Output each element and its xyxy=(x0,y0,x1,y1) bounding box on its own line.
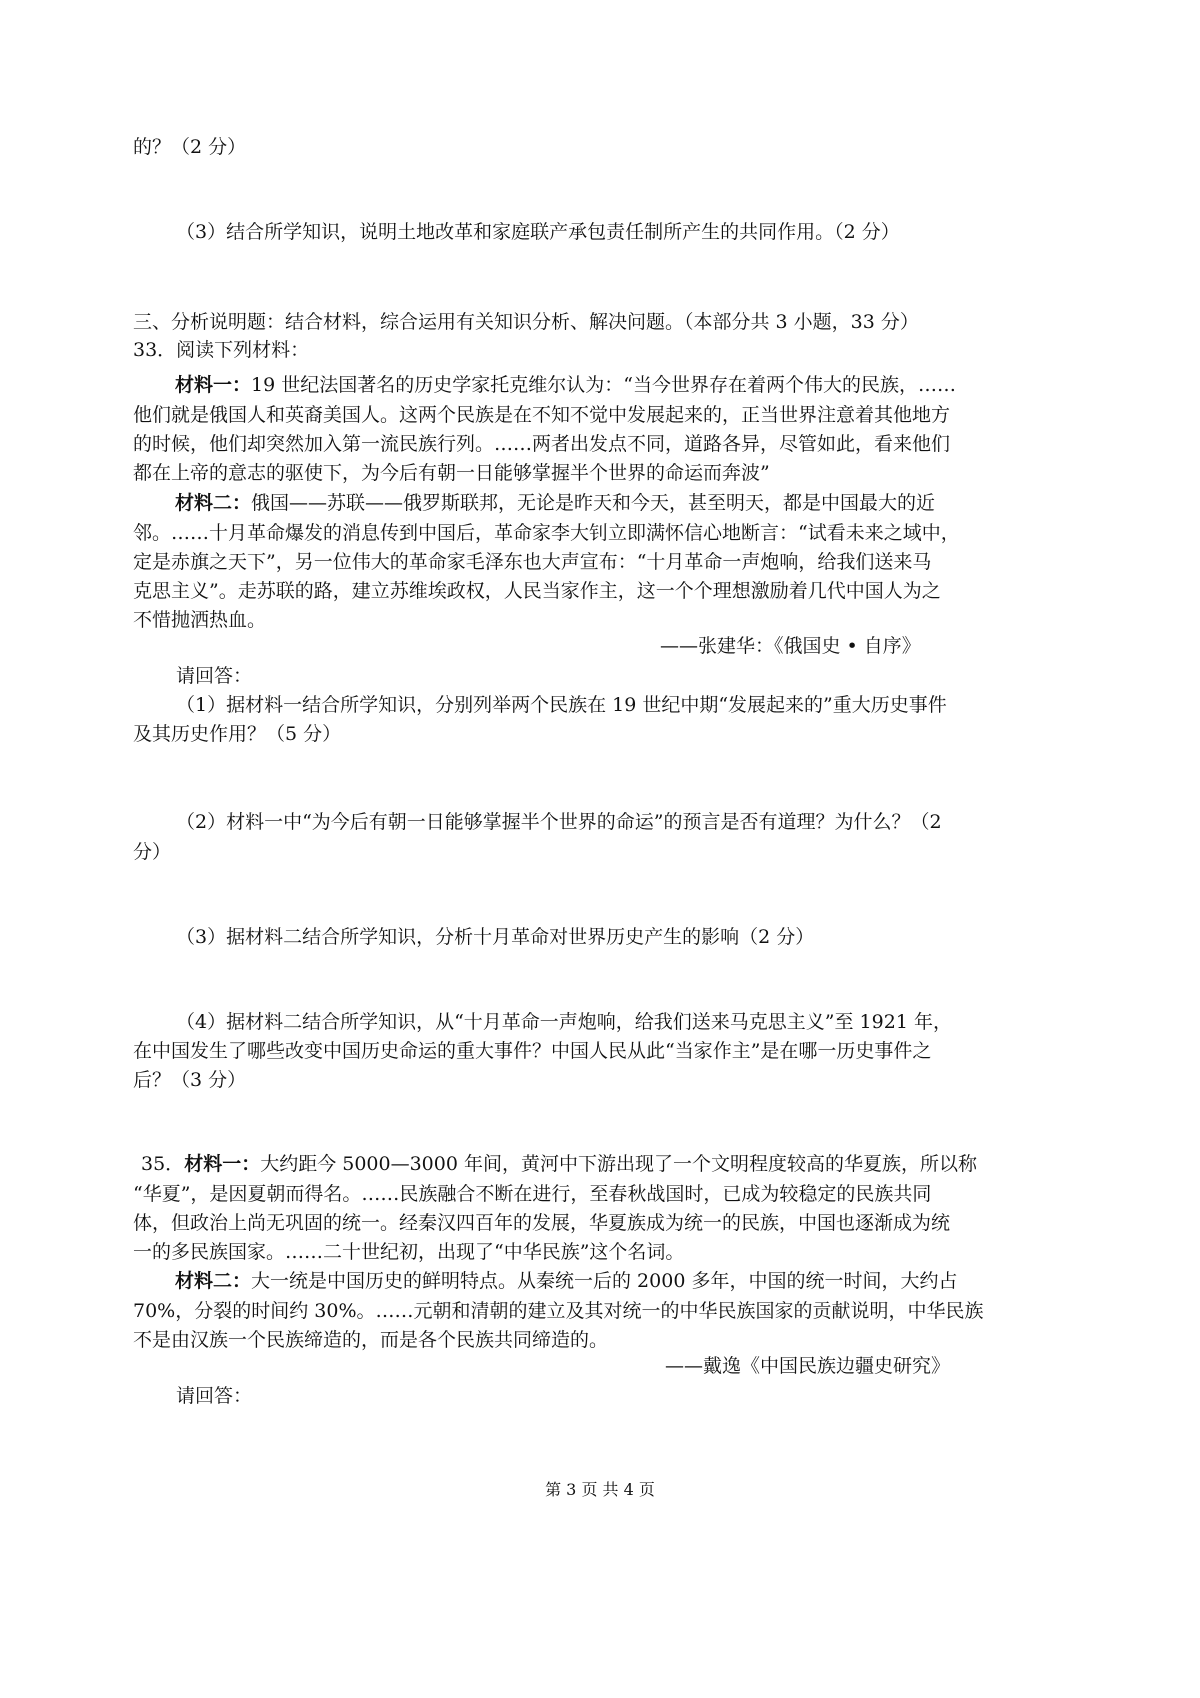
question-33-1-line-2: 及其历史作用？（5 分） xyxy=(133,723,342,745)
material-1-line-4: 都在上帝的意志的驱使下，为今后有朝一日能够掌握半个世界的命运而奔波” xyxy=(133,462,770,484)
material-2-line-3: 定是赤旗之天下”，另一位伟大的革命家毛泽东也大声宣布：“十月革命一声炮响，给我们送来马 xyxy=(133,551,932,573)
material-2-text-1: 俄国——苏联——俄罗斯联邦，无论是昨天和今天，甚至明天，都是中国最大的近 xyxy=(251,492,936,514)
material-1-label: 材料一： xyxy=(175,374,252,396)
material-2-line-1 xyxy=(175,491,935,515)
material-2-line-5: 不惜抛洒热血。 xyxy=(133,609,267,631)
question-33-4-line-1: （4）据材料二结合所学知识，从“十月革命一声炮响，给我们送来马克思主义”至 1921 年， xyxy=(176,1011,952,1033)
material-1-text-1: 19 世纪法国著名的历史学家托克维尔认为：“当今世界存在着两个伟大的民族，…… xyxy=(251,374,956,396)
question-33-3: （3）据材料二结合所学知识，分析十月革命对世界历史产生的影响（2 分） xyxy=(176,926,815,948)
question-32-part-3: （3）结合所学知识，说明土地改革和家庭联产承包责任制所产生的共同作用。（2 分） xyxy=(176,221,900,243)
question-35-material-2-line-1 xyxy=(175,1269,957,1293)
question-33-2-line-2: 分） xyxy=(133,841,172,863)
material-2-line-4: 克思主义”。走苏联的路，建立苏维埃政权，人民当家作主，这一个个理想激励着几代中国人为之 xyxy=(133,580,941,602)
question-35-material-1-line-1 xyxy=(141,1152,977,1176)
material-2-label: 材料二： xyxy=(175,492,252,514)
question-35-material-1-line-3: 体，但政治上尚无巩固的统一。经秦汉四百年的发展，华夏族成为统一的民族，中国也逐渐成为统 xyxy=(133,1212,951,1234)
material-1-line-1 xyxy=(175,373,956,397)
material-1-line-3: 的时候，他们却突然加入第一流民族行列。……两者出发点不同，道路各异，尽管如此，看来他们 xyxy=(133,433,951,455)
question-35-material-2-text-1: 大一统是中国历史的鲜明特点。从秦统一后的 2000 多年，中国的统一时间，大约占 xyxy=(251,1270,958,1292)
question-35-material-1-line-4: 一的多民族国家。……二十世纪初，出现了“中华民族”这个名词。 xyxy=(133,1241,685,1263)
question-35-number: 35． xyxy=(141,1153,185,1175)
question-33-2-line-1: （2）材料一中“为今后有朝一日能够掌握半个世界的命运”的预言是否有道理？为什么？（2 xyxy=(176,811,942,833)
answer-prompt-2: 请回答： xyxy=(176,1385,253,1407)
material-2-source: ——张建华：《俄国史 • 自序》 xyxy=(660,635,921,657)
question-35-material-2-line-2: 70%，分裂的时间约 30%。……元朝和清朝的建立及其对统一的中华民族国家的贡献说明，中华民族 xyxy=(133,1300,984,1322)
question-33-1-line-1: （1）据材料一结合所学知识，分别列举两个民族在 19 世纪中期“发展起来的”重大历史事件 xyxy=(176,694,947,716)
section-3-title: 三、分析说明题：结合材料，综合运用有关知识分析、解决问题。（本部分共 3 小题，33 分） xyxy=(133,311,919,333)
question-35-material-1-text-1: 大约距今 5000—3000 年间，黄河中下游出现了一个文明程度较高的华夏族，所以称 xyxy=(260,1153,977,1175)
question-35-material-2-label: 材料二： xyxy=(175,1270,252,1292)
answer-prompt-1: 请回答： xyxy=(176,665,253,687)
question-35-material-1-line-2: “华夏”，是因夏朝而得名。……民族融合不断在进行，至春秋战国时，已成为较稳定的民族共同 xyxy=(133,1183,932,1205)
question-35-material-2-line-3: 不是由汉族一个民族缔造的，而是各个民族共同缔造的。 xyxy=(133,1329,609,1351)
question-33-intro: 33．阅读下列材料： xyxy=(133,339,310,361)
question-35-source: ——戴逸《中国民族边疆史研究》 xyxy=(665,1355,951,1377)
material-1-line-2: 他们就是俄国人和英裔美国人。这两个民族是在不知不觉中发展起来的，正当世界注意着其他地方 xyxy=(133,404,951,426)
question-35-material-1-label: 材料一： xyxy=(184,1153,261,1175)
question-33-4-line-3: 后？（3 分） xyxy=(133,1069,247,1091)
material-2-line-2: 邻。……十月革命爆发的消息传到中国后，革命家李大钊立即满怀信心地断言：“试看未来之域中， xyxy=(133,522,960,544)
question-33-4-line-2: 在中国发生了哪些改变中国历史命运的重大事件？中国人民从此“当家作主”是在哪一历史事件之 xyxy=(133,1040,932,1062)
question-32-tail: 的？（2 分） xyxy=(133,136,247,158)
page-footer: 第 3 页 共 4 页 xyxy=(545,1480,655,1499)
